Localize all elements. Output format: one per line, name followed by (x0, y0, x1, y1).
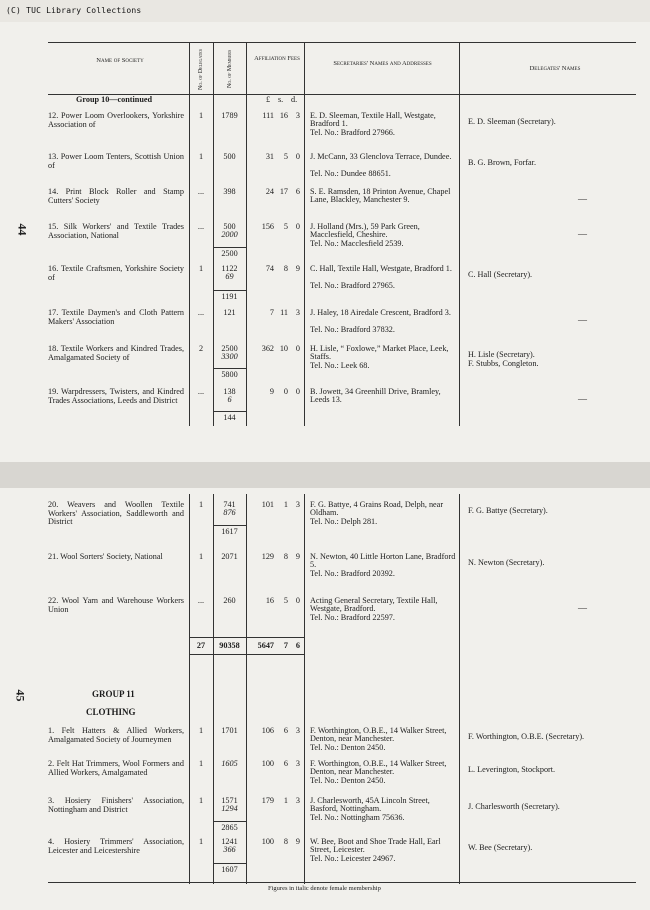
secretary-address: F. G. Battye, 4 Grains Road, Delph, near Oldham. (310, 500, 444, 518)
female-members-count: 876 (223, 508, 236, 517)
secretary-address: N. Newton, 40 Little Horton Lane, Bradford 5. (310, 552, 456, 570)
society-name: 16. Textile Craftsmen, Yorkshire Society of (48, 264, 184, 282)
members-count: 121 (223, 308, 236, 317)
fee-shillings: 16 (279, 111, 288, 120)
delegate-name: H. Lisle (Secretary). (468, 350, 535, 359)
delegates-count: 1 (198, 726, 204, 735)
members-count: 1789 (221, 111, 238, 120)
group-heading: Group 10—continued (76, 95, 153, 104)
delegates-count: 1 (198, 500, 204, 509)
society-name: 21. Wool Sorters' Society, National (48, 552, 163, 561)
header-society: Name of Society (96, 57, 144, 64)
telephone-number: Tel. No.: Dundee 88651. (310, 168, 391, 178)
delegate-name: F. Worthington, O.B.E. (Secretary). (468, 732, 585, 741)
header-secretaries: Secretaries' Names and Addresses (333, 60, 432, 67)
fee-shillings: 6 (283, 726, 288, 735)
members-total: 2500 (221, 249, 238, 258)
fee-pence: 0 (295, 596, 300, 605)
members-count: 398 (223, 187, 236, 196)
members-count: 2071 (221, 552, 238, 561)
members-total: 1617 (221, 527, 238, 536)
page-number-upper: 44 (15, 223, 30, 236)
telephone-number: Tel. No.: Bradford 27965. (310, 280, 395, 290)
fee-pence: 3 (295, 796, 300, 805)
members-total: 1191 (221, 292, 238, 301)
group-subheading: CLOTHING (86, 707, 136, 717)
subtotal-rule (213, 411, 246, 412)
female-members-count: 1605 (221, 759, 238, 768)
page-number-lower: 45 (13, 689, 28, 702)
secretary-address: B. Jowett, 34 Greenhill Drive, Bramley, Leeds 13. (310, 387, 441, 405)
fee-pence: 3 (295, 759, 300, 768)
delegates-count: 1 (198, 152, 204, 161)
telephone-number: Tel. No.: Bradford 22597. (310, 612, 395, 622)
subtotal-rule (213, 368, 246, 369)
fee-pounds: 100 (261, 837, 274, 846)
delegates-count: 1 (198, 759, 204, 768)
group-heading: GROUP 11 (92, 689, 135, 699)
totals-top-rule (189, 637, 304, 638)
delegates-count: ... (197, 387, 205, 396)
telephone-number: Tel. No.: Delph 281. (310, 516, 378, 526)
delegate-name: L. Leverington, Stockport. (468, 765, 556, 774)
fee-pounds: 31 (265, 152, 274, 161)
female-members-count: 3300 (221, 352, 238, 361)
telephone-number: Tel. No.: Leek 68. (310, 360, 370, 370)
female-members-count: 366 (223, 845, 236, 854)
subtotal-rule (213, 821, 246, 822)
delegates-count: 1 (198, 796, 204, 805)
total-delegates: 27 (196, 641, 206, 650)
footer-note: Figures in italic denote female membership (268, 885, 381, 892)
members-total: 144 (223, 413, 236, 422)
telephone-number: Tel. No.: Denton 2450. (310, 742, 386, 752)
col-rule (459, 494, 460, 884)
fee-pounds: 362 (261, 344, 274, 353)
secretary-address: J. Charlesworth, 45A Lincoln Street, Basford, Nottingham. (310, 796, 430, 814)
delegate-name-dash: — (578, 229, 587, 239)
secretary-address: J. Holland (Mrs.), 59 Park Green, Macclesfield, Cheshire. (310, 222, 420, 240)
fee-pence: 3 (295, 726, 300, 735)
delegates-count: ... (197, 222, 205, 231)
fee-shillings: 11 (280, 308, 288, 317)
fee-pounds: 101 (261, 500, 274, 509)
col-rule (304, 42, 305, 426)
delegate-name: J. Charlesworth (Secretary). (468, 802, 560, 811)
delegate-name: N. Newton (Secretary). (468, 558, 545, 567)
female-members-count: 69 (225, 272, 234, 281)
fee-pounds: 9 (269, 387, 274, 396)
female-members-count: 2000 (221, 230, 238, 239)
footer-rule (48, 882, 636, 883)
fee-pence: 9 (295, 837, 300, 846)
society-name: 4. Hosiery Trimmers' Association, Leicester and Leicestershire (48, 837, 184, 855)
fee-pence: 3 (295, 111, 300, 120)
fee-pounds: 111 (262, 111, 274, 120)
total-fee-pence: 6 (295, 641, 300, 650)
secretary-address: F. Worthington, O.B.E., 14 Walker Street, Denton, near Manchester. (310, 759, 447, 777)
members-count: 1241 (221, 837, 238, 846)
fee-pounds: 74 (265, 264, 274, 273)
delegate-name: F. G. Battye (Secretary). (468, 506, 548, 515)
telephone-number: Tel. No.: Nottingham 75636. (310, 812, 405, 822)
fee-pounds: 100 (261, 759, 274, 768)
col-rule (304, 494, 305, 884)
subtotal-rule (213, 863, 246, 864)
fee-pence: 3 (295, 500, 300, 509)
members-count: 260 (223, 596, 236, 605)
fee-shillings: 17 (279, 187, 288, 196)
delegates-count: 2 (198, 344, 204, 353)
fee-shillings: 1 (283, 796, 288, 805)
header-members: No. of Members (227, 49, 233, 88)
subtotal-rule (213, 290, 246, 291)
totals-bottom-rule (189, 654, 304, 655)
fee-shillings: 5 (283, 152, 288, 161)
telephone-number: Tel. No.: Bradford 37832. (310, 324, 395, 334)
fee-shillings: 8 (283, 264, 288, 273)
society-name: 19. Warpdressers, Twisters, and Kindred Trades Associations, Leeds and District (48, 387, 184, 405)
telephone-number: Tel. No.: Bradford 20392. (310, 568, 395, 578)
secretary-address: J. McCann, 33 Glenclova Terrace, Dundee. (310, 152, 452, 161)
fee-shillings: 1 (283, 500, 288, 509)
members-count: 2500 (221, 344, 238, 353)
delegate-name: E. D. Sleeman (Secretary). (468, 117, 556, 126)
delegate-name-dash: — (578, 603, 587, 613)
society-name: 15. Silk Workers' and Textile Trades Association, National (48, 222, 184, 240)
delegates-count: 1 (198, 264, 204, 273)
delegate-name: C. Hall (Secretary). (468, 270, 533, 279)
delegates-count: 1 (198, 552, 204, 561)
col-rule (246, 42, 247, 426)
delegates-count: ... (197, 596, 205, 605)
society-name: 17. Textile Daymen's and Cloth Pattern Makers' Association (48, 308, 184, 326)
total-fee-shillings: 7 (283, 641, 288, 650)
female-members-count: 6 (227, 395, 232, 404)
delegates-count: ... (197, 187, 205, 196)
secretary-address: F. Worthington, O.B.E., 14 Walker Street, Denton, near Manchester. (310, 726, 447, 744)
telephone-number: Tel. No.: Bradford 27966. (310, 127, 395, 137)
delegates-count: 1 (198, 837, 204, 846)
female-members-count: 1294 (221, 804, 238, 813)
delegate-name: B. G. Brown, Forfar. (468, 158, 536, 167)
members-count: 500 (223, 222, 236, 231)
fee-pounds: 129 (261, 552, 274, 561)
header-delegate-names: Delegates' Names (529, 65, 581, 72)
delegate-name-dash: — (578, 394, 587, 404)
telephone-number: Tel. No.: Denton 2450. (310, 775, 386, 785)
fee-pence: 9 (295, 552, 300, 561)
secretary-address: C. Hall, Textile Hall, Westgate, Bradford 1. (310, 264, 452, 273)
members-count: 1571 (221, 796, 238, 805)
fee-pence: 0 (295, 152, 300, 161)
currency-pounds: £ (266, 95, 271, 104)
fee-pounds: 16 (265, 596, 274, 605)
currency-shillings: s. (278, 95, 284, 104)
telephone-number: Tel. No.: Macclesfield 2539. (310, 238, 404, 248)
subtotal-rule (213, 247, 246, 248)
delegate-name: F. Stubbs, Congleton. (468, 359, 539, 368)
fee-pounds: 24 (265, 187, 274, 196)
subtotal-rule (213, 525, 246, 526)
fee-shillings: 5 (283, 596, 288, 605)
members-count: 1701 (221, 726, 238, 735)
currency-pence: d. (291, 95, 298, 104)
delegate-name-dash: — (578, 315, 587, 325)
society-name: 14. Print Block Roller and Stamp Cutters' Society (48, 187, 184, 205)
fee-pounds: 179 (261, 796, 274, 805)
secretary-address: S. E. Ramsden, 18 Printon Avenue, Chapel Lane, Blackley, Manchester 9. (310, 187, 451, 205)
header-top-rule (48, 42, 636, 43)
fee-pence: 3 (295, 308, 300, 317)
fee-pence: 6 (295, 187, 300, 196)
secretary-address: E. D. Sleeman, Textile Hall, Westgate, Bradford 1. (310, 111, 436, 129)
members-count: 500 (223, 152, 236, 161)
fee-shillings: 8 (283, 552, 288, 561)
members-count: 138 (223, 387, 236, 396)
fee-shillings: 6 (283, 759, 288, 768)
fee-shillings: 10 (279, 344, 288, 353)
members-total: 5800 (221, 370, 238, 379)
members-count: 741 (223, 500, 236, 509)
society-name: 3. Hosiery Finishers' Association, Nottingham and District (48, 796, 184, 814)
fee-pence: 9 (295, 264, 300, 273)
members-total: 1607 (221, 865, 238, 874)
secretary-address: W. Bee, Boot and Shoe Trade Hall, Earl Street, Leicester. (310, 837, 441, 855)
fee-pounds: 106 (261, 726, 274, 735)
total-fee-pounds: 5647 (257, 641, 274, 650)
secretary-address: J. Haley, 18 Airedale Crescent, Bradford 3. (310, 308, 451, 317)
col-rule (246, 494, 247, 884)
copyright-label: (C) TUC Library Collections (6, 6, 142, 15)
society-name: 18. Textile Workers and Kindred Trades, Amalgamated Society of (48, 344, 184, 362)
fee-shillings: 5 (283, 222, 288, 231)
telephone-number: Tel. No.: Leicester 24967. (310, 853, 396, 863)
society-name: 13. Power Loom Tenters, Scottish Union of (48, 152, 184, 170)
header-delegates: No. of Delegates (198, 49, 204, 90)
fee-pence: 0 (295, 222, 300, 231)
members-total: 2865 (221, 823, 238, 832)
secretary-address: H. Lisle, “ Foxlowe,” Market Place, Leek, Staffs. (310, 344, 449, 362)
delegates-count: ... (197, 308, 205, 317)
fee-pence: 0 (295, 387, 300, 396)
fee-pounds: 156 (261, 222, 274, 231)
header-fees: Affiliation Fees (254, 55, 300, 62)
society-name: 20. Weavers and Woollen Textile Workers' Association, Saddleworth and District (48, 500, 184, 527)
society-name: 1. Felt Hatters & Allied Workers, Amalgamated Society of Journeymen (48, 726, 184, 744)
total-members: 90358 (219, 641, 240, 650)
delegates-count: 1 (198, 111, 204, 120)
secretary-address: Acting General Secretary, Textile Hall, Westgate, Bradford. (310, 596, 438, 614)
page-gap (0, 462, 650, 488)
members-count: 1122 (221, 264, 238, 273)
delegate-name-dash: — (578, 194, 587, 204)
delegate-name: W. Bee (Secretary). (468, 843, 533, 852)
society-name: 22. Wool Yarn and Warehouse Workers Union (48, 596, 184, 614)
society-name: 2. Felt Hat Trimmers, Wool Formers and Allied Workers, Amalgamated (48, 759, 184, 777)
fee-pence: 0 (295, 344, 300, 353)
society-name: 12. Power Loom Overlookers, Yorkshire Association of (48, 111, 184, 129)
col-rule (189, 42, 190, 426)
fee-shillings: 8 (283, 837, 288, 846)
fee-shillings: 0 (283, 387, 288, 396)
fee-pounds: 7 (269, 308, 274, 317)
